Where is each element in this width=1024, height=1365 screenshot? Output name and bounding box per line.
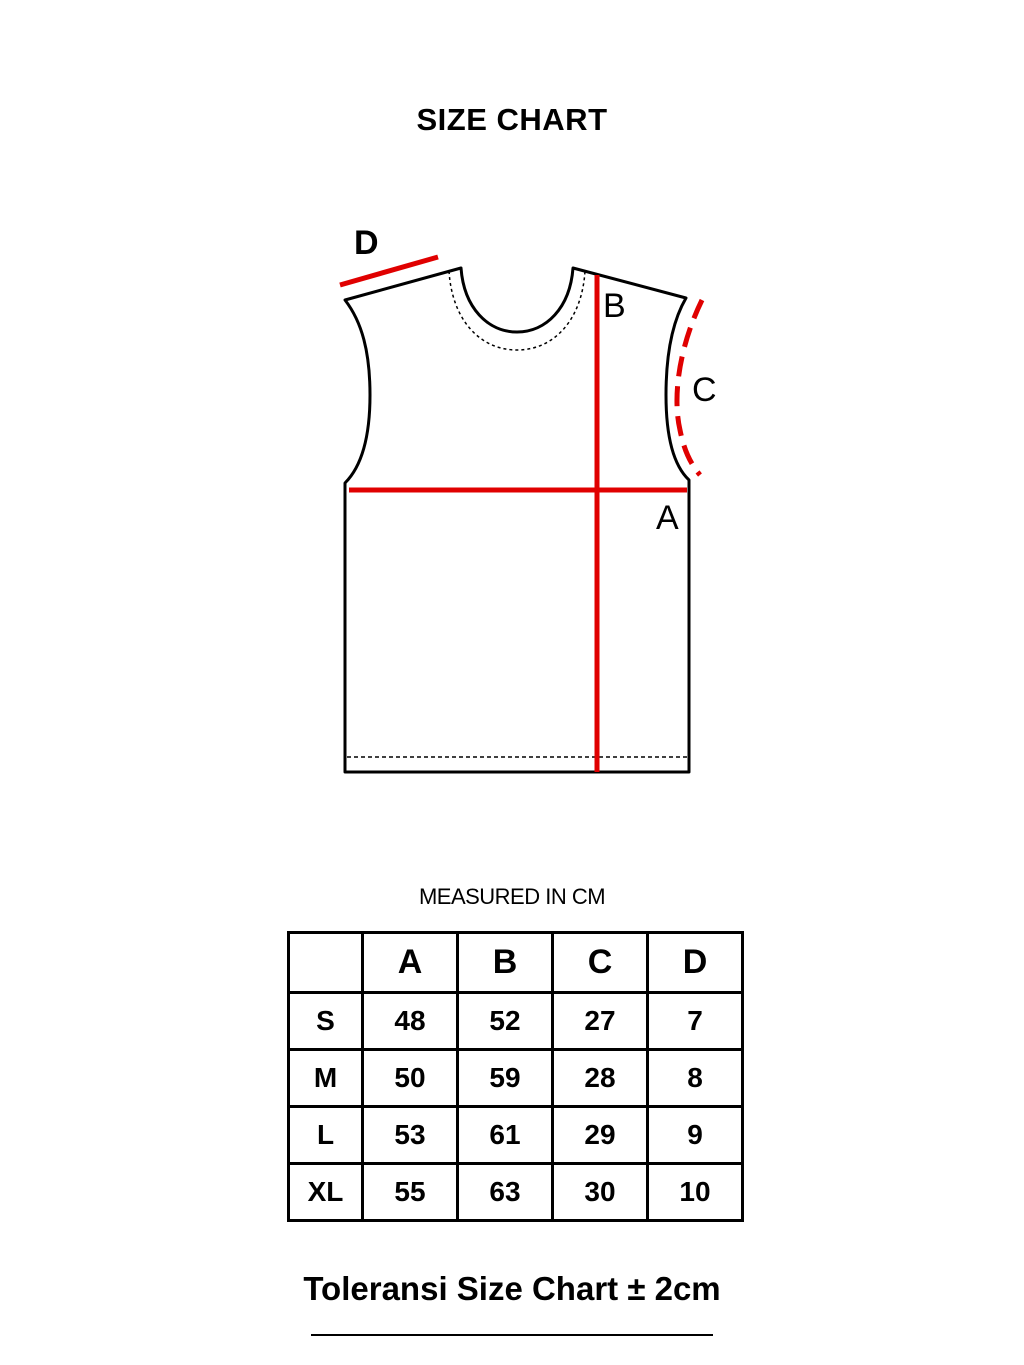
table-cell: 52 <box>458 993 553 1050</box>
tolerance-note: Toleransi Size Chart ± 2cm <box>303 1270 721 1307</box>
table-cell: 61 <box>458 1107 553 1164</box>
table-cell: 7 <box>648 993 743 1050</box>
label-b: B <box>603 287 626 325</box>
size-label: S <box>289 993 363 1050</box>
table-cell: 29 <box>553 1107 648 1164</box>
footer-divider <box>311 1334 713 1336</box>
table-row <box>289 1164 743 1221</box>
page-title: SIZE CHART <box>416 102 608 137</box>
table-cell: 30 <box>553 1164 648 1221</box>
table-cell: 55 <box>363 1164 458 1221</box>
table-row <box>289 1107 743 1164</box>
table-header-corner <box>289 933 363 993</box>
garment-outline <box>345 268 689 772</box>
label-c: C <box>692 371 717 409</box>
table-header-d: D <box>648 933 743 993</box>
table-cell: 48 <box>363 993 458 1050</box>
table-cell: 59 <box>458 1050 553 1107</box>
collar-stitching <box>449 271 585 350</box>
label-d: D <box>354 224 379 262</box>
size-label: L <box>289 1107 363 1164</box>
size-label: M <box>289 1050 363 1107</box>
table-header-b: B <box>458 933 553 993</box>
table-cell: 63 <box>458 1164 553 1221</box>
table-cell: 8 <box>648 1050 743 1107</box>
table-header-row <box>289 933 743 993</box>
table-cell: 53 <box>363 1107 458 1164</box>
table-row <box>289 993 743 1050</box>
table-header-a: A <box>363 933 458 993</box>
measurement-unit-note: MEASURED IN CM <box>418 884 606 909</box>
table-cell: 50 <box>363 1050 458 1107</box>
label-a: A <box>656 499 679 537</box>
table-cell: 28 <box>553 1050 648 1107</box>
table-cell: 27 <box>553 993 648 1050</box>
size-label: XL <box>289 1164 363 1221</box>
size-table <box>287 931 744 1222</box>
table-header-c: C <box>553 933 648 993</box>
table-cell: 9 <box>648 1107 743 1164</box>
table-row <box>289 1050 743 1107</box>
table-cell: 10 <box>648 1164 743 1221</box>
